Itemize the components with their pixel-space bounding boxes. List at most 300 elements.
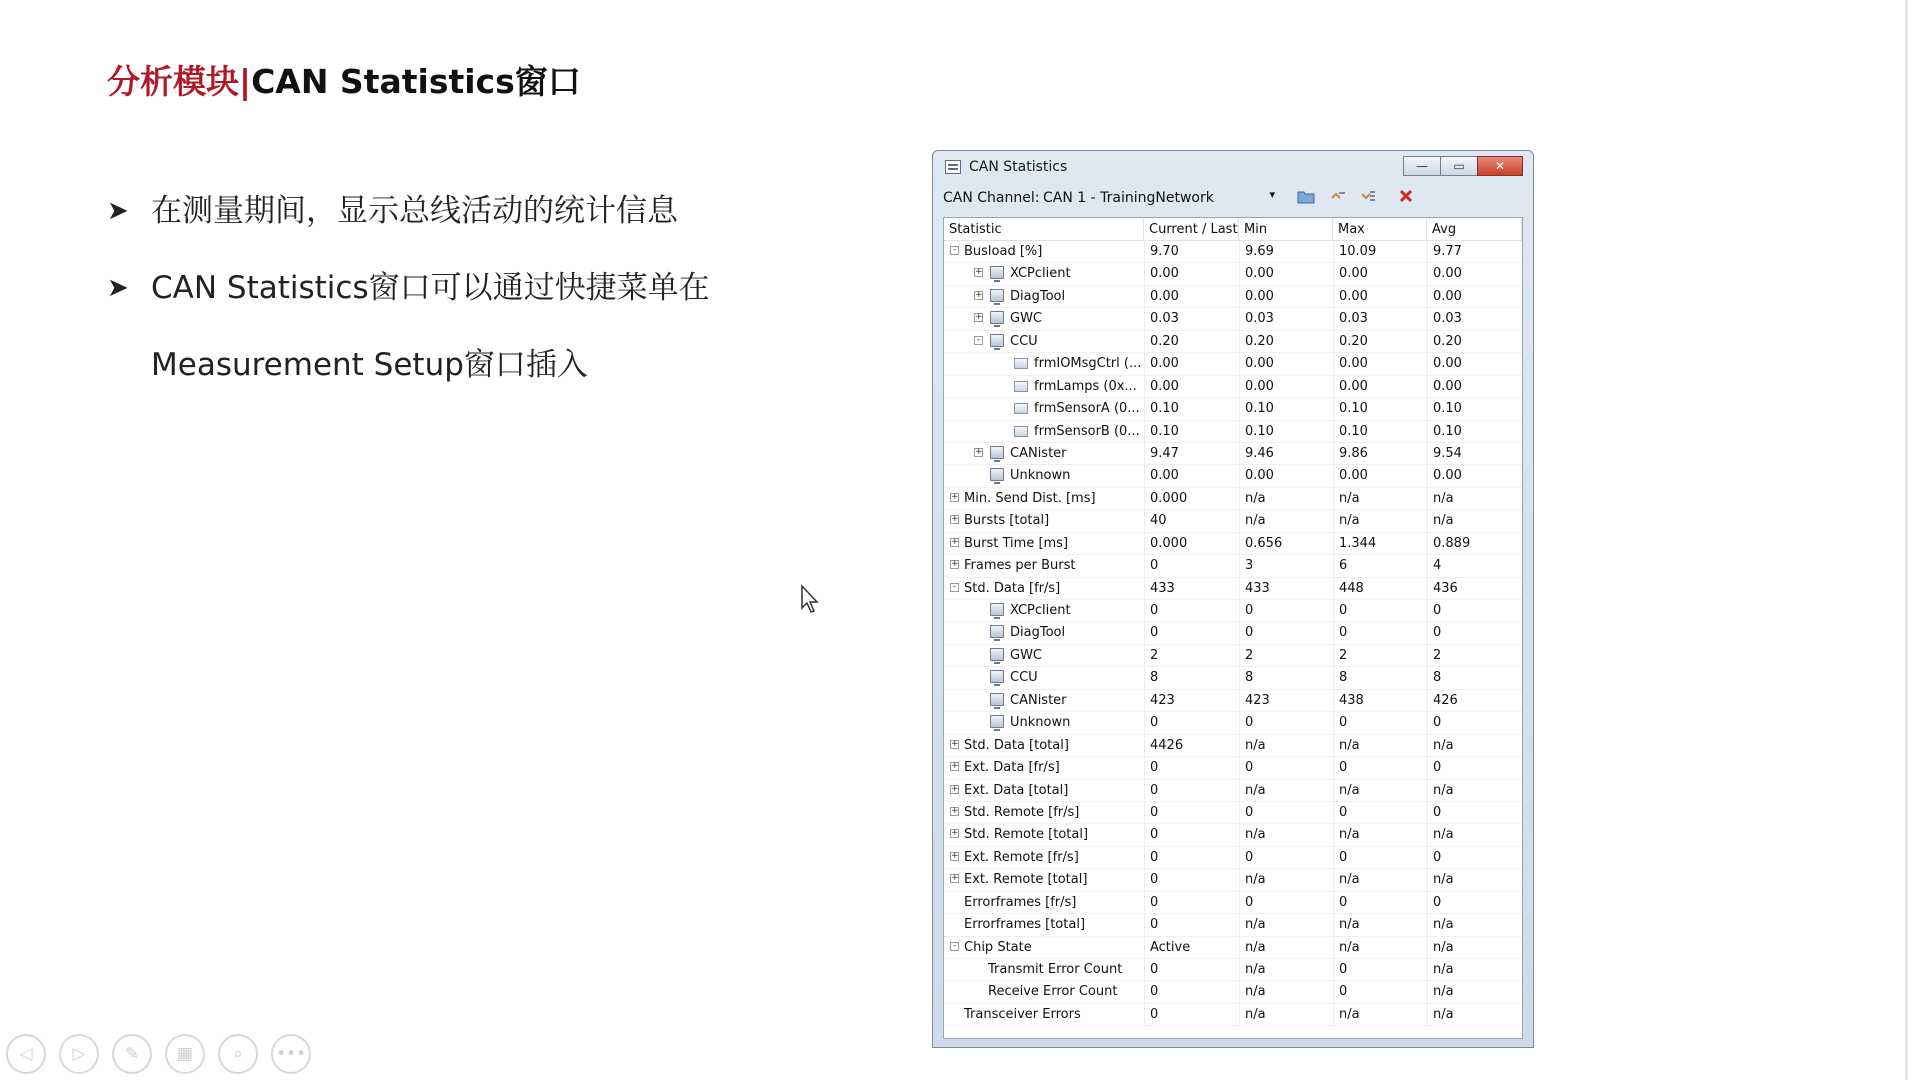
statistic-cell (944, 533, 1144, 554)
current-value: 0 (1144, 780, 1239, 801)
current-value: 0.00 (1144, 263, 1239, 284)
mouse-pointer-icon (800, 584, 820, 614)
window-app-icon (945, 160, 961, 174)
avg-value: 2 (1427, 645, 1522, 666)
min-value: n/a (1239, 735, 1333, 756)
table-row[interactable] (944, 443, 1522, 465)
max-value: 0 (1333, 802, 1427, 823)
pen-button[interactable] (112, 1034, 152, 1074)
avg-value: n/a (1427, 824, 1522, 845)
avg-value: 8 (1427, 667, 1522, 688)
max-value: 438 (1333, 690, 1427, 711)
table-row[interactable] (944, 914, 1522, 936)
maximize-icon: ▭ (1453, 159, 1465, 173)
statistic-cell (944, 690, 1144, 711)
statistic-cell (944, 981, 1144, 1002)
statistic-cell (944, 510, 1144, 531)
max-value: 0.10 (1333, 398, 1427, 419)
statistic-label: Chip State (964, 939, 1032, 955)
table-row[interactable] (944, 510, 1522, 532)
prev-slide-button[interactable] (6, 1034, 46, 1074)
expand-node-icon[interactable]: + (975, 267, 983, 278)
max-value: 0.03 (1333, 308, 1427, 329)
current-value: 0.000 (1144, 488, 1239, 509)
statistic-label: CCU (1010, 333, 1038, 349)
max-value: n/a (1333, 735, 1427, 756)
min-value: 0.00 (1239, 263, 1333, 284)
table-row[interactable] (944, 533, 1522, 555)
zoom-button[interactable] (218, 1034, 258, 1074)
max-value: n/a (1333, 914, 1427, 935)
bullet-arrow-icon: ➤ (107, 196, 129, 226)
avg-value: 0.889 (1427, 533, 1522, 554)
table-row[interactable] (944, 1004, 1522, 1026)
table-row[interactable] (944, 959, 1522, 981)
statistic-cell (944, 780, 1144, 801)
grid-body (944, 241, 1522, 1026)
network-node-icon (990, 266, 1004, 279)
bullet-2 (107, 262, 710, 307)
min-value: 423 (1239, 690, 1333, 711)
avg-value: n/a (1427, 488, 1522, 509)
avg-value: 0.00 (1427, 263, 1522, 284)
statistic-cell (944, 712, 1144, 733)
window-titlebar[interactable] (933, 151, 1533, 183)
collapse-icon (1330, 189, 1346, 205)
min-value: 0.10 (1239, 398, 1333, 419)
table-row[interactable] (944, 331, 1522, 353)
table-row[interactable] (944, 263, 1522, 285)
min-value: n/a (1239, 824, 1333, 845)
statistic-label: Burst Time [ms] (964, 535, 1069, 551)
current-value: 423 (1144, 690, 1239, 711)
current-value: Active (1144, 937, 1239, 958)
message-icon (1014, 403, 1028, 414)
statistic-label: Std. Remote [total] (964, 827, 1089, 843)
max-value: n/a (1333, 780, 1427, 801)
max-value: 2 (1333, 645, 1427, 666)
min-value: 0 (1239, 892, 1333, 913)
statistic-label: Transceiver Errors (964, 1006, 1081, 1022)
max-value: 0.20 (1333, 331, 1427, 352)
table-row[interactable] (944, 981, 1522, 1003)
statistic-cell (944, 802, 1144, 823)
statistic-label: Unknown (1010, 715, 1071, 731)
min-value: n/a (1239, 937, 1333, 958)
max-value: 1.344 (1333, 533, 1427, 554)
avg-value: n/a (1427, 869, 1522, 890)
current-value: 0 (1144, 1004, 1239, 1025)
close-icon: ✕ (1494, 159, 1506, 173)
table-row[interactable] (944, 712, 1522, 734)
statistic-label: Errorframes [fr/s] (964, 894, 1077, 910)
collapse-all-button[interactable] (1329, 189, 1347, 207)
max-value: 0 (1333, 892, 1427, 913)
avg-value: 0 (1427, 802, 1522, 823)
statistics-grid[interactable] (943, 217, 1523, 1039)
current-value: 0.00 (1144, 465, 1239, 486)
statistic-cell (944, 757, 1144, 778)
min-value: 0.00 (1239, 465, 1333, 486)
statistic-label: XCPclient (1010, 266, 1071, 282)
min-value: 0.00 (1239, 376, 1333, 397)
min-value: n/a (1239, 959, 1333, 980)
statistic-cell (944, 331, 1144, 352)
title-main: CAN Statistics窗口 (251, 62, 581, 101)
min-value: 0 (1239, 757, 1333, 778)
statistic-cell (944, 555, 1144, 576)
avg-value: 0.00 (1427, 353, 1522, 374)
statistic-cell (944, 241, 1144, 262)
network-node-icon (990, 715, 1004, 728)
zoom-icon: ⌕ (233, 1044, 243, 1064)
avg-value: 0 (1427, 757, 1522, 778)
min-value: 0 (1239, 600, 1333, 621)
network-node-icon (990, 334, 1004, 347)
statistic-cell (944, 578, 1144, 599)
column-header-min[interactable]: Min (1239, 218, 1333, 240)
current-value: 0 (1144, 824, 1239, 845)
table-row[interactable] (944, 376, 1522, 398)
max-value: 8 (1333, 667, 1427, 688)
min-value: 0.10 (1239, 421, 1333, 442)
expand-node-icon[interactable]: + (951, 491, 959, 502)
current-value: 0 (1144, 981, 1239, 1002)
statistic-label: frmIOMsgCtrl (... (1034, 356, 1142, 372)
statistic-label: frmLamps (0x... (1034, 378, 1137, 394)
min-value: n/a (1239, 869, 1333, 890)
avg-value: n/a (1427, 510, 1522, 531)
avg-value: n/a (1427, 735, 1522, 756)
avg-value: 0 (1427, 712, 1522, 733)
current-value: 0 (1144, 959, 1239, 980)
max-value: n/a (1333, 824, 1427, 845)
min-value: 0.20 (1239, 331, 1333, 352)
max-value: 0 (1333, 600, 1427, 621)
current-value: 0 (1144, 757, 1239, 778)
max-value: n/a (1333, 488, 1427, 509)
statistic-label: Frames per Burst (964, 558, 1076, 574)
avg-value: 0.20 (1427, 331, 1522, 352)
avg-value: 4 (1427, 555, 1522, 576)
network-node-icon (990, 311, 1004, 324)
statistic-cell (944, 308, 1144, 329)
table-row[interactable] (944, 398, 1522, 420)
expand-node-icon[interactable]: + (951, 559, 959, 570)
max-value: 0 (1333, 712, 1427, 733)
max-value: 9.86 (1333, 443, 1427, 464)
avg-value: 0 (1427, 847, 1522, 868)
table-row[interactable] (944, 780, 1522, 802)
table-row[interactable] (944, 735, 1522, 757)
table-row[interactable] (944, 465, 1522, 487)
table-row[interactable] (944, 824, 1522, 846)
max-value: 0.00 (1333, 263, 1427, 284)
message-icon (1014, 358, 1028, 369)
channel-select[interactable] (1039, 187, 1279, 207)
maximize-button[interactable] (1440, 156, 1478, 176)
network-node-icon (990, 670, 1004, 683)
min-value: 0 (1239, 712, 1333, 733)
collapse-node-icon[interactable]: - (950, 246, 959, 255)
statistic-label: Busload [%] (964, 244, 1043, 259)
close-button[interactable] (1477, 156, 1523, 176)
table-row[interactable] (944, 622, 1522, 644)
avg-value: 0.10 (1427, 398, 1522, 419)
table-row[interactable] (944, 847, 1522, 869)
max-value: 0 (1333, 757, 1427, 778)
window-title: CAN Statistics (969, 159, 1068, 175)
current-value: 0.00 (1144, 353, 1239, 374)
current-value: 8 (1144, 667, 1239, 688)
table-row[interactable] (944, 645, 1522, 667)
avg-value: 9.54 (1427, 443, 1522, 464)
current-value: 0.20 (1144, 331, 1239, 352)
statistic-cell (944, 869, 1144, 890)
current-value: 0 (1144, 914, 1239, 935)
statistic-cell (944, 465, 1144, 486)
max-value: 0.00 (1333, 465, 1427, 486)
network-node-icon (990, 648, 1004, 661)
max-value: n/a (1333, 510, 1427, 531)
current-value: 2 (1144, 645, 1239, 666)
current-value: 0.10 (1144, 398, 1239, 419)
current-value: 0 (1144, 600, 1239, 621)
current-value: 40 (1144, 510, 1239, 531)
expand-node-icon[interactable]: + (951, 536, 959, 547)
minimize-icon: — (1416, 159, 1428, 173)
min-value: 3 (1239, 555, 1333, 576)
statistic-label: CANister (1010, 445, 1067, 461)
statistic-label: Ext. Data [fr/s] (964, 760, 1060, 776)
channel-label: CAN Channel: (943, 190, 1040, 206)
expand-node-icon[interactable]: + (975, 312, 983, 323)
table-row[interactable] (944, 802, 1522, 824)
statistic-label: Std. Data [total] (964, 737, 1069, 753)
current-value: 0 (1144, 712, 1239, 733)
table-row[interactable] (944, 600, 1522, 622)
min-value: 433 (1239, 578, 1333, 599)
bullet-1 (107, 185, 678, 230)
statistic-label: frmSensorB (0... (1034, 423, 1140, 439)
current-value: 0 (1144, 802, 1239, 823)
title-prefix: 分析模块| (107, 62, 252, 101)
max-value: 0.00 (1333, 353, 1427, 374)
min-value: n/a (1239, 510, 1333, 531)
collapse-node-icon[interactable]: - (950, 942, 959, 951)
min-value: 0.00 (1239, 353, 1333, 374)
current-value: 0.03 (1144, 308, 1239, 329)
table-row[interactable] (944, 555, 1522, 577)
table-row[interactable] (944, 937, 1522, 959)
grid-icon: ▦ (176, 1044, 194, 1064)
expand-node-icon[interactable]: + (951, 873, 959, 884)
max-value: n/a (1333, 1004, 1427, 1025)
minimize-button[interactable] (1403, 156, 1441, 176)
statistic-cell (944, 600, 1144, 621)
min-value: 9.69 (1239, 241, 1333, 262)
table-row[interactable] (944, 757, 1522, 779)
min-value: n/a (1239, 981, 1333, 1002)
message-icon (1014, 426, 1028, 437)
min-value: 2 (1239, 645, 1333, 666)
table-row[interactable] (944, 241, 1522, 263)
network-node-icon (990, 625, 1004, 638)
expand-node-icon[interactable]: + (975, 289, 983, 300)
avg-value: 0 (1427, 600, 1522, 621)
expand-all-button[interactable] (1359, 189, 1377, 207)
presentation-toolbar (6, 1034, 311, 1074)
table-row[interactable] (944, 353, 1522, 375)
slide-title (107, 56, 581, 103)
table-row[interactable] (944, 690, 1522, 712)
prev-icon: ◁ (19, 1044, 33, 1064)
pen-icon: ✎ (124, 1044, 140, 1064)
statistic-cell (944, 421, 1144, 442)
column-header-max[interactable]: Max (1333, 218, 1427, 240)
bullet-arrow-icon: ➤ (107, 273, 129, 303)
collapse-node-icon[interactable]: - (950, 583, 959, 592)
statistic-cell (944, 645, 1144, 666)
current-value: 0 (1144, 622, 1239, 643)
statistic-label: GWC (1010, 647, 1043, 663)
avg-value: n/a (1427, 937, 1522, 958)
delete-icon (1399, 189, 1413, 203)
max-value: 0 (1333, 981, 1427, 1002)
expand-node-icon[interactable]: + (975, 446, 983, 457)
expand-node-icon[interactable]: + (951, 761, 959, 772)
statistic-label: DiagTool (1010, 625, 1066, 641)
collapse-node-icon[interactable]: - (974, 336, 983, 345)
statistic-cell (944, 847, 1144, 868)
statistic-label: Ext. Remote [fr/s] (964, 849, 1079, 865)
max-value: n/a (1333, 869, 1427, 890)
current-value: 9.70 (1144, 241, 1239, 262)
bullet-2-continuation: Measurement Setup窗口插入 (151, 347, 588, 383)
avg-value: 0 (1427, 892, 1522, 913)
max-value: 10.09 (1333, 241, 1427, 262)
max-value: 0.00 (1333, 376, 1427, 397)
expand-icon (1360, 189, 1376, 205)
more-button[interactable] (271, 1034, 311, 1074)
expand-node-icon[interactable]: + (951, 805, 959, 816)
statistic-label: Errorframes [total] (964, 917, 1086, 933)
avg-value: n/a (1427, 780, 1522, 801)
column-header-current[interactable]: Current / Last (1144, 218, 1239, 240)
max-value: 0.00 (1333, 286, 1427, 307)
max-value: 448 (1333, 578, 1427, 599)
statistic-label: GWC (1010, 311, 1043, 327)
grid-button[interactable] (165, 1034, 205, 1074)
table-row[interactable] (944, 892, 1522, 914)
min-value: n/a (1239, 488, 1333, 509)
statistic-label: XCPclient (1010, 603, 1071, 618)
statistic-cell (944, 735, 1144, 756)
table-row[interactable] (944, 286, 1522, 308)
statistic-cell (944, 398, 1144, 419)
avg-value: 436 (1427, 578, 1522, 599)
expand-node-icon[interactable]: + (951, 514, 959, 525)
statistic-cell (944, 667, 1144, 688)
statistic-label: DiagTool (1010, 288, 1066, 304)
bullet-1-text: 在测量期间，显示总线活动的统计信息 (151, 193, 678, 229)
statistic-label: Unknown (1010, 468, 1071, 484)
statistic-label: Std. Data [fr/s] (964, 580, 1061, 596)
max-value: 0 (1333, 622, 1427, 643)
statistic-label: CCU (1010, 670, 1038, 686)
expand-node-icon[interactable]: + (951, 850, 959, 861)
table-row[interactable] (944, 578, 1522, 600)
open-folder-button[interactable] (1297, 189, 1315, 207)
statistic-cell (944, 914, 1144, 935)
table-row[interactable] (944, 667, 1522, 689)
current-value: 433 (1144, 578, 1239, 599)
statistic-label: Transmit Error Count (988, 962, 1123, 977)
avg-value: 426 (1427, 690, 1522, 711)
reset-button[interactable] (1397, 189, 1415, 207)
network-node-icon (990, 693, 1004, 706)
window-toolbar (939, 185, 1527, 211)
window-controls (1404, 156, 1523, 176)
statistic-label: Bursts [total] (964, 513, 1050, 529)
statistic-cell (944, 263, 1144, 284)
avg-value: 0 (1427, 622, 1522, 643)
current-value: 0 (1144, 892, 1239, 913)
expand-node-icon[interactable]: + (951, 828, 959, 839)
channel-select-value: CAN 1 - TrainingNetwork (1043, 190, 1214, 206)
message-icon (1014, 381, 1028, 392)
column-header-statistic[interactable]: Statistic (944, 218, 1144, 240)
statistic-label: frmSensorA (0... (1034, 401, 1140, 417)
statistic-cell (944, 937, 1144, 958)
column-header-avg[interactable]: Avg (1427, 218, 1522, 240)
network-node-icon (990, 446, 1004, 459)
more-icon: ••• (275, 1044, 307, 1064)
table-row[interactable] (944, 488, 1522, 510)
current-value: 0.10 (1144, 421, 1239, 442)
max-value: 0 (1333, 847, 1427, 868)
max-value: 0 (1333, 959, 1427, 980)
statistic-cell (944, 376, 1144, 397)
network-node-icon (990, 289, 1004, 302)
next-slide-button[interactable] (59, 1034, 99, 1074)
avg-value: n/a (1427, 981, 1522, 1002)
min-value: 0 (1239, 802, 1333, 823)
current-value: 0 (1144, 869, 1239, 890)
chevron-down-icon: ▾ (1269, 188, 1275, 201)
current-value: 0.00 (1144, 376, 1239, 397)
avg-value: n/a (1427, 959, 1522, 980)
network-node-icon (990, 603, 1004, 616)
statistic-cell (944, 353, 1144, 374)
avg-value: 9.77 (1427, 241, 1522, 262)
min-value: 0.00 (1239, 286, 1333, 307)
expand-node-icon[interactable]: + (951, 783, 959, 794)
statistic-cell (944, 286, 1144, 307)
table-row[interactable] (944, 421, 1522, 443)
avg-value: 0.00 (1427, 376, 1522, 397)
statistic-label: Ext. Remote [total] (964, 872, 1088, 888)
table-row[interactable] (944, 869, 1522, 891)
table-row[interactable] (944, 308, 1522, 330)
current-value: 0.00 (1144, 286, 1239, 307)
statistic-cell (944, 443, 1144, 464)
statistic-cell (944, 488, 1144, 509)
statistic-cell (944, 959, 1144, 980)
current-value: 9.47 (1144, 443, 1239, 464)
min-value: 0 (1239, 622, 1333, 643)
expand-node-icon[interactable]: + (951, 738, 959, 749)
